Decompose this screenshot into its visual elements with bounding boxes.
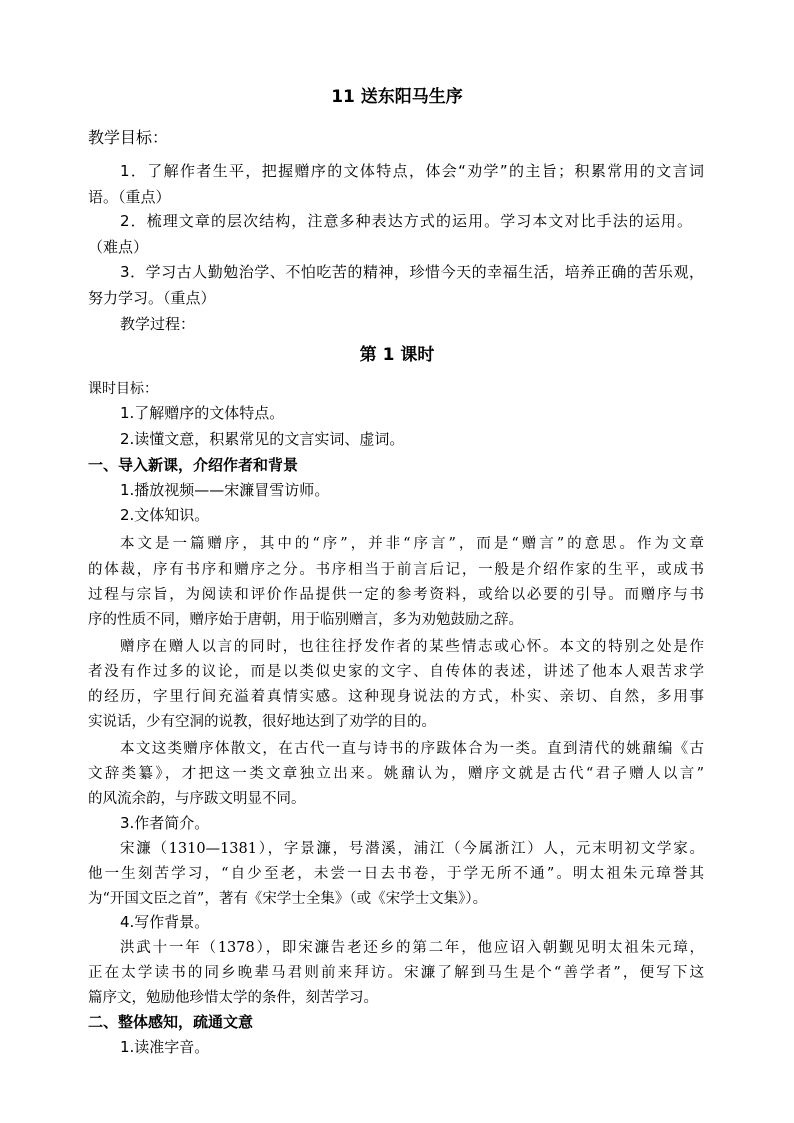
lesson-objective: 2.读懂文意，积累常见的文言实词、虚词。 (120, 430, 405, 448)
paragraph-line: 序的性质不同，赠序始于唐朝，用于临别赠言，多为劝勉鼓励之辞。 (88, 612, 523, 628)
lesson-objectives-label: 课时目标： (88, 381, 158, 397)
paragraph-line: 为“开国文臣之首”，著有《宋学士全集》（或《宋学士文集》）。 (88, 891, 488, 907)
paragraph-line: 宋濂（1310—1381），字景濂，号潜溪，浦江（今属浙江）人，元末明初文学家。 (120, 841, 704, 857)
paragraph-line: 过程与宗旨，为阅读和评价作品提供一定的参考资料，或给以必要的引导。而赠序与书 (88, 587, 704, 603)
list-item: 4.写作背景。 (120, 913, 210, 931)
lesson-title: 第 1 课时 (359, 345, 435, 365)
list-item: 1.播放视频——宋濂冒雪访师。 (120, 481, 330, 499)
list-item: 3.作者简介。 (120, 814, 210, 832)
objective-line: 1．了解作者生平，把握赠序的文体特点，体会“劝学”的主旨；积累常用的文言词 (120, 162, 704, 180)
list-item: 2.文体知识。 (120, 506, 210, 524)
paragraph-line: 的经历，字里行间充溢着真情实感。这种现身说法的方式，朴实、亲切、自然，多用事 (88, 689, 704, 705)
paragraph-line: 他一生刻苦学习，“自少至老，未尝一日去书卷，于学无所不通”。明太祖朱元璋誉其 (88, 866, 704, 882)
objective-line: 3．学习古人勤勉治学、不怕吃苦的精神，珍惜今天的幸福生活，培养正确的苦乐观， (120, 263, 704, 281)
paragraph-line: 者没有作过多的议论，而是以类似史家的文字、自传体的表述，讲述了他本人艰苦求学 (88, 664, 704, 680)
paragraph-line: 洪武十一年（1378），即宋濂告老还乡的第二年，他应诏入朝觐见明太祖朱元璋， (120, 940, 704, 956)
page-title: 11 送东阳马生序 (331, 87, 463, 107)
paragraph-line: 实说话，少有空洞的说教，很好地达到了劝学的目的。 (88, 714, 436, 730)
objective-line: 努力学习。（重点） (88, 289, 216, 307)
lesson-objective: 1.了解赠序的文体特点。 (120, 404, 285, 422)
section-heading: 二、整体感知，疏通文意 (88, 1013, 254, 1031)
paragraph-line: 本文这类赠序体散文，在古代一直与诗书的序跋体合为一类。直到清代的姚鼐编《古 (120, 741, 704, 757)
process-heading: 教学过程： (120, 315, 196, 333)
paragraph-line: 的体裁，序有书序和赠序之分。书序相当于前言后记，一般是介绍作家的生平，或成书 (88, 562, 704, 578)
objectives-heading: 教学目标： (88, 128, 169, 147)
list-item: 1.读准字音。 (120, 1038, 210, 1056)
paragraph-line: 文辞类纂》，才把这一类文章独立出来。姚鼐认为，赠序文就是古代“君子赠人以言” (88, 766, 704, 782)
objective-line: （难点） (88, 238, 149, 256)
paragraph-line: 篇序文，勉励他珍惜太学的条件，刻苦学习。 (88, 990, 378, 1006)
paragraph-line: 的风流余韵，与序跋文明显不同。 (88, 791, 306, 807)
section-heading: 一、导入新课，介绍作者和背景 (88, 456, 299, 474)
paragraph-line: 赠序在赠人以言的同时，也往往抒发作者的某些情志或心怀。本文的特别之处是作 (120, 639, 704, 655)
objective-line: 语。（重点） (88, 188, 171, 206)
paragraph-line: 正在太学读书的同乡晚辈马君则前来拜访。宋濂了解到马生是个“善学者”，便写下这 (88, 965, 704, 981)
objective-line: 2．梳理文章的层次结构，注意多种表达方式的运用。学习本文对比手法的运用。 (120, 212, 692, 230)
paragraph-line: 本文是一篇赠序，其中的“序”，并非“序言”，而是“赠言”的意思。作为文章 (120, 536, 704, 552)
